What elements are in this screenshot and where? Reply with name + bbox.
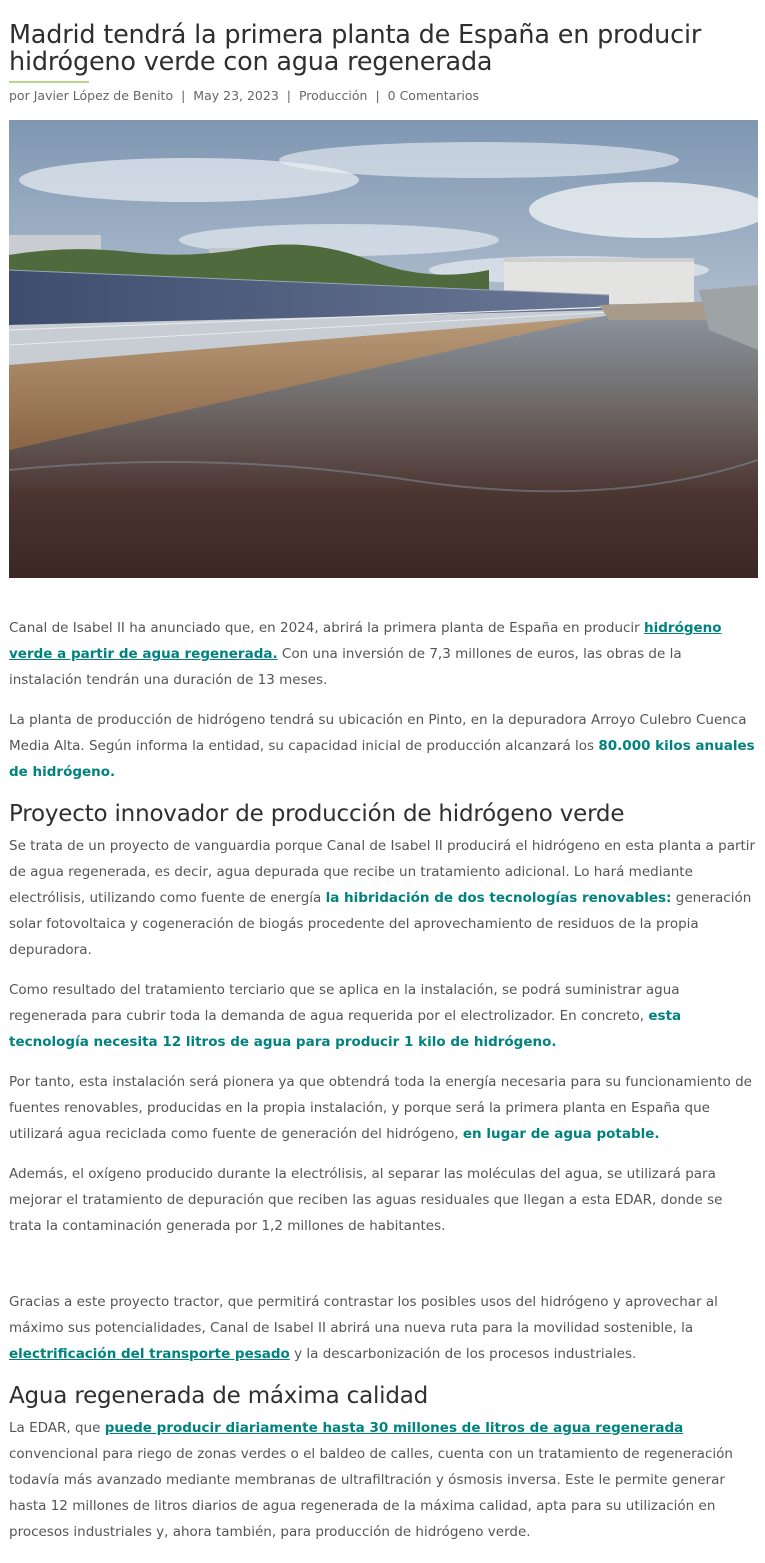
highlight-text: la hibridación de dos tecnologías renovables: [325,890,672,906]
article-title: Madrid tendrá la primera planta de España en producir hidrógeno verde con agua regenerada [9,20,702,77]
inline-link[interactable]: electrificación del transporte pesado [9,1346,290,1362]
meta-separator: | [375,88,380,103]
author-link[interactable]: Javier López de Benito [33,88,174,103]
article-body [9,615,758,1545]
title-underline [9,81,89,83]
inline-link[interactable]: hidrógeno verde a partir de agua regenerada. [9,620,722,662]
paragraph: La EDAR, que puede producir diariamente hasta 30 millones de litros de agua regenerada convencional para riego de zonas verdes o el baldeo de calles, cuenta con un tratamiento de regeneración todavía más avanzado mediante membranas de ultrafiltración y ósmosis inversa. Este le permite generar hasta 12 millones de litros diarios de agua regenerada de la máxima calidad, apta para su utilización en procesos industriales y, ahora también, para producción de hidrógeno verde. [9,1420,733,1540]
meta-separator: | [181,88,186,103]
spacer [9,1253,758,1289]
highlight-text: esta tecnología necesita 12 litros de agua para producir 1 kilo de hidrógeno. [9,1008,682,1050]
meta-prefix: por [9,88,30,103]
section-heading: Proyecto innovador de producción de hidrógeno verde [9,801,625,827]
inline-link[interactable]: puede producir diariamente hasta 30 millones de litros de agua regenerada [104,1420,684,1436]
paragraph: Además, el oxígeno producido durante la electrólisis, al separar las moléculas del agua, se utilizará para mejorar el tratamiento de depuración que reciben las aguas residuales que llegan a esta EDAR, donde se trata la contaminación generada por 1,2 millones de habitantes. [9,1166,723,1234]
paragraph: Por tanto, esta instalación será pionera ya que obtendrá toda la energía necesaria para su funcionamiento de fuentes renovables, producidas en la propia instalación, y porque será la primera planta en España que utilizará agua reciclada como fuente de generación del hidrógeno, en lugar de agua potable. [9,1074,752,1142]
paragraph: Gracias a este proyecto tractor, que permitirá contrastar los posibles usos del hidrógeno y aprovechar al máximo sus potencialidades, Canal de Isabel II abrirá una nueva ruta para la movilidad sostenible, la electrificación del transporte pesado y la descarbonización de los procesos industriales. [9,1294,718,1362]
paragraph: La planta de producción de hidrógeno tendrá su ubicación en Pinto, en la depuradora Arroyo Culebro Cuenca Media Alta. Según informa la entidad, su capacidad inicial de producción alcanzará los 80.000 kilos anuales de hidrógeno. [9,712,755,780]
highlight-text: en lugar de agua potable. [462,1126,660,1142]
hero-photo-illustration [9,120,758,578]
paragraph: Canal de Isabel II ha anunciado que, en 2024, abrirá la primera planta de España en producir hidrógeno verde a partir de agua regenerada. Con una inversión de 7,3 millones de euros, las obras de la instalación tendrán una duración de 13 meses. [9,620,722,688]
article [9,0,758,1545]
section-heading: Agua regenerada de máxima calidad [9,1383,429,1409]
category-link[interactable]: Producción [298,88,368,103]
post-meta [9,88,758,104]
meta-separator: | [286,88,291,103]
comments-link[interactable]: 0 Comentarios [387,88,480,103]
hero-image [9,120,758,578]
highlight-text: 80.000 kilos anuales de hidrógeno. [9,738,755,780]
post-date: May 23, 2023 [193,88,279,103]
paragraph: Como resultado del tratamiento terciario que se aplica en la instalación, se podrá suministrar agua regenerada para cubrir toda la demanda de agua requerida por el electrolizador. En concreto, esta tecnología necesita 12 litros de agua para producir 1 kilo de hidrógeno. [9,982,682,1050]
paragraph: Se trata de un proyecto de vanguardia porque Canal de Isabel II producirá el hidrógeno en esta planta a partir de agua regenerada, es decir, agua depurada que recibe un tratamiento adicional. Lo hará mediante electrólisis, utilizando como fuente de energía la hibridación de dos tecnologías renovables: generación solar fotovoltaica y cogeneración de biogás procedente del aprovechamiento de residuos de la propia depuradora. [9,838,756,958]
